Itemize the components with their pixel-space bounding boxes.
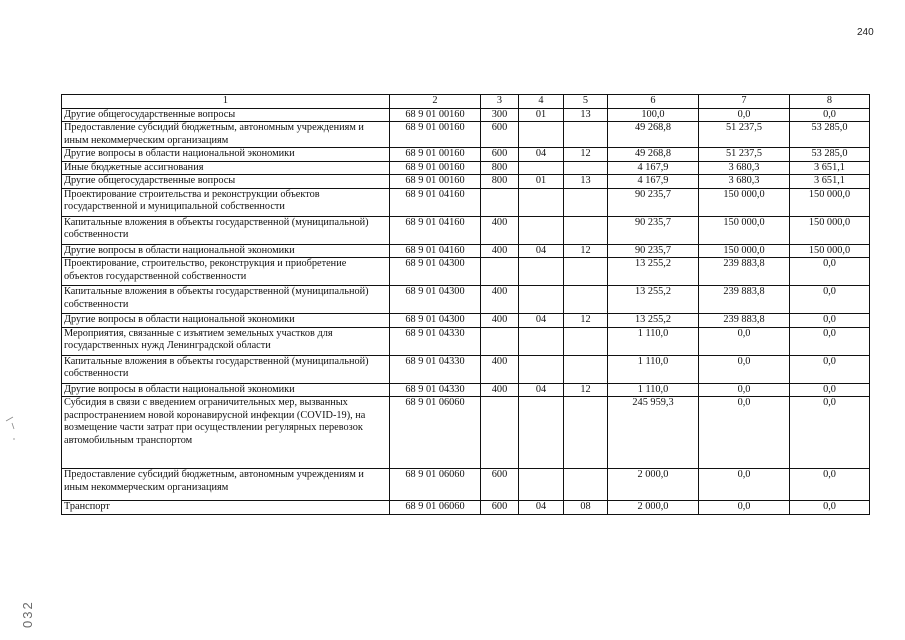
row-section-cell bbox=[519, 286, 564, 314]
row-amount-col8-cell: 150 000,0 bbox=[790, 188, 870, 216]
row-section-cell bbox=[519, 122, 564, 148]
row-amount-col6-cell: 2 000,0 bbox=[608, 469, 699, 501]
row-code-cell: 68 9 01 04300 bbox=[390, 286, 481, 314]
row-name-cell: Другие вопросы в области национальной экономики bbox=[62, 314, 390, 328]
row-section-cell: 04 bbox=[519, 314, 564, 328]
row-subsection-cell bbox=[564, 286, 608, 314]
row-expense-type-cell: 600 bbox=[481, 501, 519, 515]
row-amount-col7-cell: 239 883,8 bbox=[699, 286, 790, 314]
row-subsection-cell bbox=[564, 122, 608, 148]
row-expense-type-cell: 600 bbox=[481, 469, 519, 501]
row-expense-type-cell: 400 bbox=[481, 355, 519, 383]
scan-stamp-number: 032 bbox=[20, 600, 35, 628]
row-subsection-cell: 12 bbox=[564, 314, 608, 328]
table-header-row bbox=[62, 95, 870, 109]
row-code-cell: 68 9 01 04300 bbox=[390, 314, 481, 328]
row-expense-type-cell bbox=[481, 258, 519, 286]
row-amount-col7-cell: 3 680,3 bbox=[699, 161, 790, 175]
row-expense-type-cell: 600 bbox=[481, 148, 519, 162]
row-amount-col8-cell: 0,0 bbox=[790, 501, 870, 515]
row-amount-col8-cell: 0,0 bbox=[790, 314, 870, 328]
row-amount-col6-cell: 245 959,3 bbox=[608, 397, 699, 469]
row-subsection-cell bbox=[564, 469, 608, 501]
row-amount-col6-cell: 13 255,2 bbox=[608, 286, 699, 314]
row-amount-col8-cell: 0,0 bbox=[790, 469, 870, 501]
table-row bbox=[62, 397, 870, 469]
row-name-cell: Капитальные вложения в объекты государственной (муниципальной) собственности bbox=[62, 286, 390, 314]
row-expense-type-cell: 400 bbox=[481, 383, 519, 397]
row-name-cell: Другие общегосударственные вопросы bbox=[62, 108, 390, 122]
row-amount-col8-cell: 0,0 bbox=[790, 108, 870, 122]
row-code-cell: 68 9 01 06060 bbox=[390, 469, 481, 501]
row-amount-col7-cell: 0,0 bbox=[699, 469, 790, 501]
row-section-cell bbox=[519, 216, 564, 244]
table-body bbox=[62, 95, 870, 515]
row-section-cell bbox=[519, 161, 564, 175]
row-amount-col7-cell: 0,0 bbox=[699, 501, 790, 515]
row-amount-col8-cell: 53 285,0 bbox=[790, 148, 870, 162]
table-row bbox=[62, 469, 870, 501]
row-amount-col6-cell: 13 255,2 bbox=[608, 258, 699, 286]
row-amount-col7-cell: 150 000,0 bbox=[699, 244, 790, 258]
table-row bbox=[62, 161, 870, 175]
row-expense-type-cell: 600 bbox=[481, 122, 519, 148]
row-amount-col6-cell: 2 000,0 bbox=[608, 501, 699, 515]
row-expense-type-cell: 400 bbox=[481, 216, 519, 244]
row-amount-col8-cell: 3 651,1 bbox=[790, 175, 870, 189]
row-amount-col6-cell: 90 235,7 bbox=[608, 188, 699, 216]
row-subsection-cell bbox=[564, 355, 608, 383]
row-expense-type-cell: 800 bbox=[481, 175, 519, 189]
row-amount-col6-cell: 90 235,7 bbox=[608, 244, 699, 258]
row-amount-col7-cell: 3 680,3 bbox=[699, 175, 790, 189]
row-amount-col7-cell: 51 237,5 bbox=[699, 122, 790, 148]
table-row bbox=[62, 258, 870, 286]
column-header-2: 2 bbox=[390, 95, 481, 109]
row-amount-col7-cell: 150 000,0 bbox=[699, 216, 790, 244]
table-row bbox=[62, 501, 870, 515]
row-amount-col7-cell: 0,0 bbox=[699, 383, 790, 397]
row-expense-type-cell: 400 bbox=[481, 314, 519, 328]
row-section-cell bbox=[519, 188, 564, 216]
row-name-cell: Проектирование строительства и реконструкции объектов государственной и муниципальной собственности bbox=[62, 188, 390, 216]
row-subsection-cell: 12 bbox=[564, 383, 608, 397]
column-header-3: 3 bbox=[481, 95, 519, 109]
row-expense-type-cell bbox=[481, 188, 519, 216]
row-amount-col8-cell: 150 000,0 bbox=[790, 216, 870, 244]
row-expense-type-cell: 400 bbox=[481, 286, 519, 314]
row-code-cell: 68 9 01 04300 bbox=[390, 258, 481, 286]
row-name-cell: Предоставление субсидий бюджетным, автономным учреждениям и иным некоммерческим организациям bbox=[62, 122, 390, 148]
row-section-cell: 01 bbox=[519, 175, 564, 189]
row-code-cell: 68 9 01 06060 bbox=[390, 397, 481, 469]
row-amount-col6-cell: 4 167,9 bbox=[608, 161, 699, 175]
row-code-cell: 68 9 01 04160 bbox=[390, 216, 481, 244]
row-section-cell bbox=[519, 397, 564, 469]
row-section-cell: 04 bbox=[519, 244, 564, 258]
row-name-cell: Предоставление субсидий бюджетным, автономным учреждениям и иным некоммерческим организациям bbox=[62, 469, 390, 501]
row-subsection-cell: 12 bbox=[564, 148, 608, 162]
row-expense-type-cell: 300 bbox=[481, 108, 519, 122]
row-amount-col7-cell: 239 883,8 bbox=[699, 258, 790, 286]
row-code-cell: 68 9 01 04330 bbox=[390, 355, 481, 383]
table-row bbox=[62, 244, 870, 258]
row-subsection-cell: 08 bbox=[564, 501, 608, 515]
row-amount-col6-cell: 1 110,0 bbox=[608, 327, 699, 355]
row-subsection-cell: 12 bbox=[564, 244, 608, 258]
row-code-cell: 68 9 01 00160 bbox=[390, 161, 481, 175]
table-row bbox=[62, 383, 870, 397]
row-amount-col8-cell: 0,0 bbox=[790, 383, 870, 397]
row-section-cell: 01 bbox=[519, 108, 564, 122]
row-section-cell: 04 bbox=[519, 383, 564, 397]
table-row bbox=[62, 175, 870, 189]
row-code-cell: 68 9 01 04160 bbox=[390, 188, 481, 216]
column-header-8: 8 bbox=[790, 95, 870, 109]
budget-table bbox=[61, 94, 870, 515]
row-name-cell: Субсидия в связи с введением ограничительных мер, вызванных распространением новой коронавирусной инфекции (COVID-19), на возмещение части затрат при осуществлении регулярных перевозок автомобильным транспортом bbox=[62, 397, 390, 469]
row-code-cell: 68 9 01 00160 bbox=[390, 108, 481, 122]
row-amount-col7-cell: 51 237,5 bbox=[699, 148, 790, 162]
row-amount-col6-cell: 4 167,9 bbox=[608, 175, 699, 189]
row-name-cell: Другие вопросы в области национальной экономики bbox=[62, 383, 390, 397]
row-name-cell: Капитальные вложения в объекты государственной (муниципальной) собственности bbox=[62, 216, 390, 244]
row-amount-col8-cell: 0,0 bbox=[790, 355, 870, 383]
row-amount-col7-cell: 0,0 bbox=[699, 327, 790, 355]
column-header-5: 5 bbox=[564, 95, 608, 109]
row-amount-col8-cell: 0,0 bbox=[790, 397, 870, 469]
row-subsection-cell bbox=[564, 216, 608, 244]
column-header-4: 4 bbox=[519, 95, 564, 109]
row-amount-col8-cell: 0,0 bbox=[790, 286, 870, 314]
row-amount-col6-cell: 90 235,7 bbox=[608, 216, 699, 244]
row-section-cell bbox=[519, 355, 564, 383]
row-amount-col7-cell: 0,0 bbox=[699, 355, 790, 383]
row-code-cell: 68 9 01 04330 bbox=[390, 383, 481, 397]
row-code-cell: 68 9 01 00160 bbox=[390, 175, 481, 189]
row-subsection-cell: 13 bbox=[564, 108, 608, 122]
row-expense-type-cell bbox=[481, 397, 519, 469]
row-subsection-cell bbox=[564, 327, 608, 355]
table-row bbox=[62, 108, 870, 122]
row-code-cell: 68 9 01 04160 bbox=[390, 244, 481, 258]
row-amount-col6-cell: 1 110,0 bbox=[608, 355, 699, 383]
row-amount-col7-cell: 0,0 bbox=[699, 397, 790, 469]
row-amount-col6-cell: 13 255,2 bbox=[608, 314, 699, 328]
row-code-cell: 68 9 01 00160 bbox=[390, 122, 481, 148]
row-amount-col6-cell: 100,0 bbox=[608, 108, 699, 122]
column-header-7: 7 bbox=[699, 95, 790, 109]
row-subsection-cell bbox=[564, 188, 608, 216]
row-name-cell: Транспорт bbox=[62, 501, 390, 515]
row-subsection-cell bbox=[564, 397, 608, 469]
row-code-cell: 68 9 01 00160 bbox=[390, 148, 481, 162]
row-amount-col8-cell: 0,0 bbox=[790, 258, 870, 286]
table-row bbox=[62, 314, 870, 328]
row-name-cell: Капитальные вложения в объекты государственной (муниципальной) собственности bbox=[62, 355, 390, 383]
row-section-cell: 04 bbox=[519, 148, 564, 162]
row-amount-col6-cell: 49 268,8 bbox=[608, 122, 699, 148]
row-name-cell: Проектирование, строительство, реконструкция и приобретение объектов государственной собственности bbox=[62, 258, 390, 286]
row-expense-type-cell: 800 bbox=[481, 161, 519, 175]
scan-artifact-marks bbox=[4, 415, 24, 445]
column-header-1: 1 bbox=[62, 95, 390, 109]
row-code-cell: 68 9 01 06060 bbox=[390, 501, 481, 515]
row-amount-col7-cell: 0,0 bbox=[699, 108, 790, 122]
row-section-cell bbox=[519, 327, 564, 355]
table-row bbox=[62, 286, 870, 314]
row-section-cell bbox=[519, 469, 564, 501]
table-row bbox=[62, 122, 870, 148]
row-expense-type-cell: 400 bbox=[481, 244, 519, 258]
row-section-cell bbox=[519, 258, 564, 286]
row-name-cell: Мероприятия, связанные с изъятием земельных участков для государственных нужд Ленинградской области bbox=[62, 327, 390, 355]
table-row bbox=[62, 327, 870, 355]
row-amount-col8-cell: 53 285,0 bbox=[790, 122, 870, 148]
row-subsection-cell bbox=[564, 258, 608, 286]
row-amount-col8-cell: 0,0 bbox=[790, 327, 870, 355]
table-row bbox=[62, 188, 870, 216]
table-row bbox=[62, 355, 870, 383]
table-row bbox=[62, 216, 870, 244]
row-subsection-cell: 13 bbox=[564, 175, 608, 189]
row-amount-col8-cell: 150 000,0 bbox=[790, 244, 870, 258]
row-expense-type-cell bbox=[481, 327, 519, 355]
column-header-6: 6 bbox=[608, 95, 699, 109]
row-subsection-cell bbox=[564, 161, 608, 175]
row-name-cell: Другие вопросы в области национальной экономики bbox=[62, 244, 390, 258]
row-name-cell: Другие общегосударственные вопросы bbox=[62, 175, 390, 189]
row-amount-col7-cell: 239 883,8 bbox=[699, 314, 790, 328]
row-code-cell: 68 9 01 04330 bbox=[390, 327, 481, 355]
page-number: 240 bbox=[857, 27, 874, 38]
row-amount-col6-cell: 49 268,8 bbox=[608, 148, 699, 162]
row-amount-col6-cell: 1 110,0 bbox=[608, 383, 699, 397]
row-name-cell: Другие вопросы в области национальной экономики bbox=[62, 148, 390, 162]
table-row bbox=[62, 148, 870, 162]
row-name-cell: Иные бюджетные ассигнования bbox=[62, 161, 390, 175]
row-amount-col8-cell: 3 651,1 bbox=[790, 161, 870, 175]
row-section-cell: 04 bbox=[519, 501, 564, 515]
row-amount-col7-cell: 150 000,0 bbox=[699, 188, 790, 216]
